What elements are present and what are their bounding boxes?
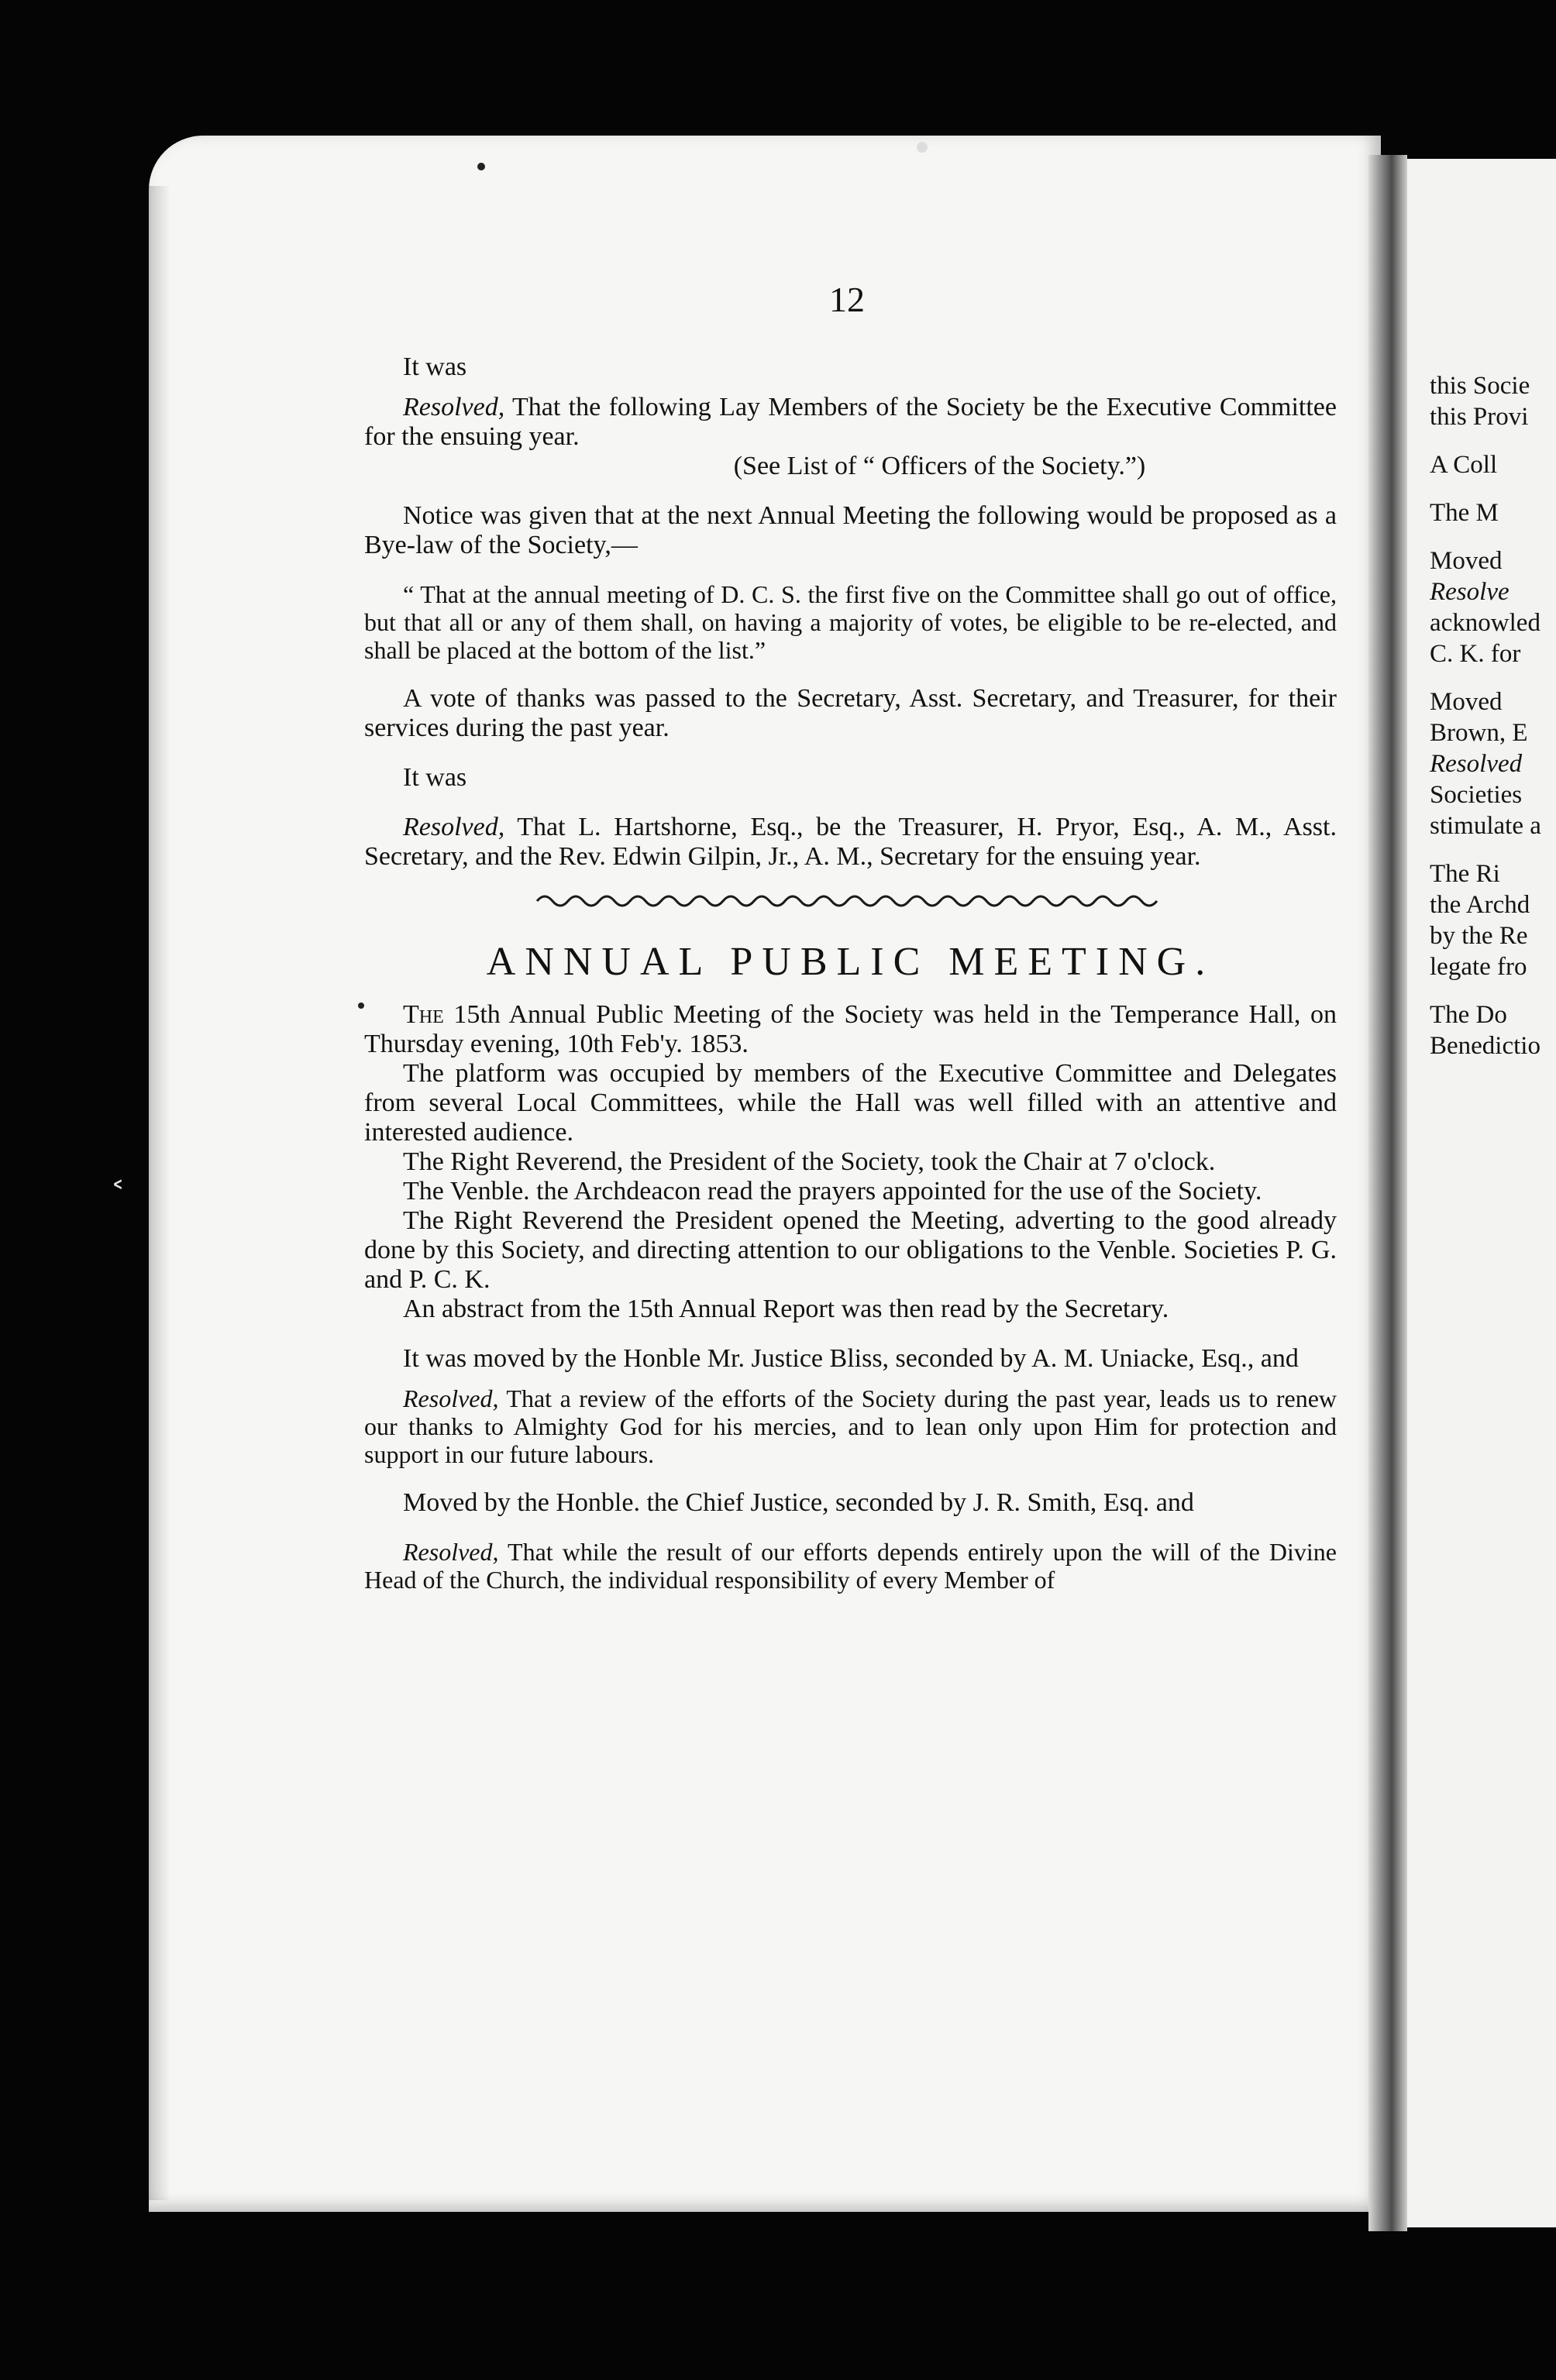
paragraph-text: That a review of the efforts of the Society during the past year, leads us to renew our thanks to Almighty God for his mercies, and to lean only upon Him for protection and support in our future labours. <box>364 1384 1337 1468</box>
facing-line: Moved <box>1430 688 1503 716</box>
resolved-label: Resolved, <box>403 1538 499 1566</box>
quoted-bye-law: “ That at the annual meeting of D. C. S. the first five on the Committee shall go out of office, but that all or any of them shall, on having a majority of votes, be eligible to be re-elected, and shall be placed at the bottom of the list.” <box>364 580 1337 664</box>
facing-line: The M <box>1430 499 1499 527</box>
facing-line: the Archd <box>1430 891 1530 919</box>
dust-speck <box>358 1003 364 1009</box>
facing-line: Moved <box>1430 547 1503 575</box>
page-number: 12 <box>829 280 865 319</box>
resolved-label: Resolved, <box>403 813 505 841</box>
paragraph: The Right Reverend, the President of the Society, took the Chair at 7 o'clock. <box>403 1147 1216 1176</box>
paragraph-text: That L. Hartshorne, Esq., be the Treasurer, H. Pryor, Esq., A. M., Asst. Secretary, and the Rev. Edwin Gilpin, Jr., A. M., Secretary for the ensuing year. <box>364 813 1337 871</box>
resolved-label: Resolved, <box>403 393 505 421</box>
facing-line: A Coll <box>1430 451 1498 479</box>
paragraph: The Venble. the Archdeacon read the prayers appointed for the use of the Society. <box>403 1177 1262 1205</box>
facing-line: The Ri <box>1430 860 1500 888</box>
page-body <box>364 353 1337 1594</box>
facing-line-italic: Resolve <box>1430 578 1510 606</box>
paragraph <box>364 1000 1337 1059</box>
see-list-note: (See List of “ Officers of the Society.”) <box>733 452 1146 480</box>
paragraph-text: 15th Annual Public Meeting of the Society was held in the Temperance Hall, on Thursday evening, 10th Feb'y. 1853. <box>364 1000 1337 1058</box>
wavy-rule-divider <box>533 886 1169 917</box>
paragraph-text: That the following Lay Members of the Society be the Executive Committee for the ensuing year. <box>364 393 1337 451</box>
paragraph <box>364 1384 1337 1468</box>
paragraph: The platform was occupied by members of the Executive Committee and Delegates from several Local Committees, while the Hall was well filled with an attentive and interested audience. <box>364 1059 1337 1147</box>
book-gutter <box>1368 155 1407 2231</box>
facing-line-italic: Resolved <box>1430 750 1523 778</box>
paragraph <box>364 393 1337 452</box>
page-edge-shadow <box>149 186 170 2200</box>
resolved-label: Resolved, <box>403 1384 499 1412</box>
paragraph: It was <box>403 353 467 381</box>
paragraph: Notice was given that at the next Annual Meeting the following would be proposed as a Bye-law of the Society,— <box>364 501 1337 559</box>
dust-speck <box>917 142 928 153</box>
section-heading: ANNUAL PUBLIC MEETING. <box>486 940 1215 984</box>
facing-line <box>1430 576 1556 607</box>
paragraph <box>364 1538 1337 1594</box>
facing-line: stimulate a <box>1430 812 1541 840</box>
facing-line: legate fro <box>1430 953 1527 981</box>
facing-line: this Socie <box>1430 372 1530 400</box>
facing-line: by the Re <box>1430 922 1528 950</box>
facing-line: C. K. for <box>1430 640 1521 668</box>
paragraph: It was <box>403 763 467 792</box>
facing-page-text <box>1430 370 1556 1061</box>
paragraph: The Right Reverend the President opened the Meeting, adverting to the good already done by this Society, and directing attention to our obligations to the Venble. Societies P. G. and P. C. K. <box>364 1206 1337 1294</box>
paragraph-text: That while the result of our efforts depends entirely upon the will of the Divine Head of the Church, the individual responsibility of every Member of <box>364 1538 1337 1594</box>
facing-line: Benedictio <box>1430 1032 1541 1060</box>
facing-line: The Do <box>1430 1001 1507 1029</box>
facing-line: this Provi <box>1430 403 1529 431</box>
facing-line: Brown, E <box>1430 719 1528 747</box>
paragraph: It was moved by the Honble Mr. Justice Bliss, seconded by A. M. Uniacke, Esq., and <box>403 1344 1299 1373</box>
lead-word: The <box>403 1000 444 1029</box>
paragraph: An abstract from the 15th Annual Report was then read by the Secretary. <box>403 1295 1169 1323</box>
paragraph <box>364 813 1337 872</box>
dust-speck <box>477 163 485 170</box>
facing-line: Societies <box>1430 781 1523 809</box>
facing-line: acknowled <box>1430 609 1541 637</box>
margin-mark: ˂ <box>110 1178 126 1213</box>
facing-line <box>1430 748 1556 779</box>
paragraph: Moved by the Honble. the Chief Justice, seconded by J. R. Smith, Esq. and <box>403 1488 1194 1517</box>
paragraph: A vote of thanks was passed to the Secretary, Asst. Secretary, and Treasurer, for their services during the past year. <box>364 684 1337 742</box>
